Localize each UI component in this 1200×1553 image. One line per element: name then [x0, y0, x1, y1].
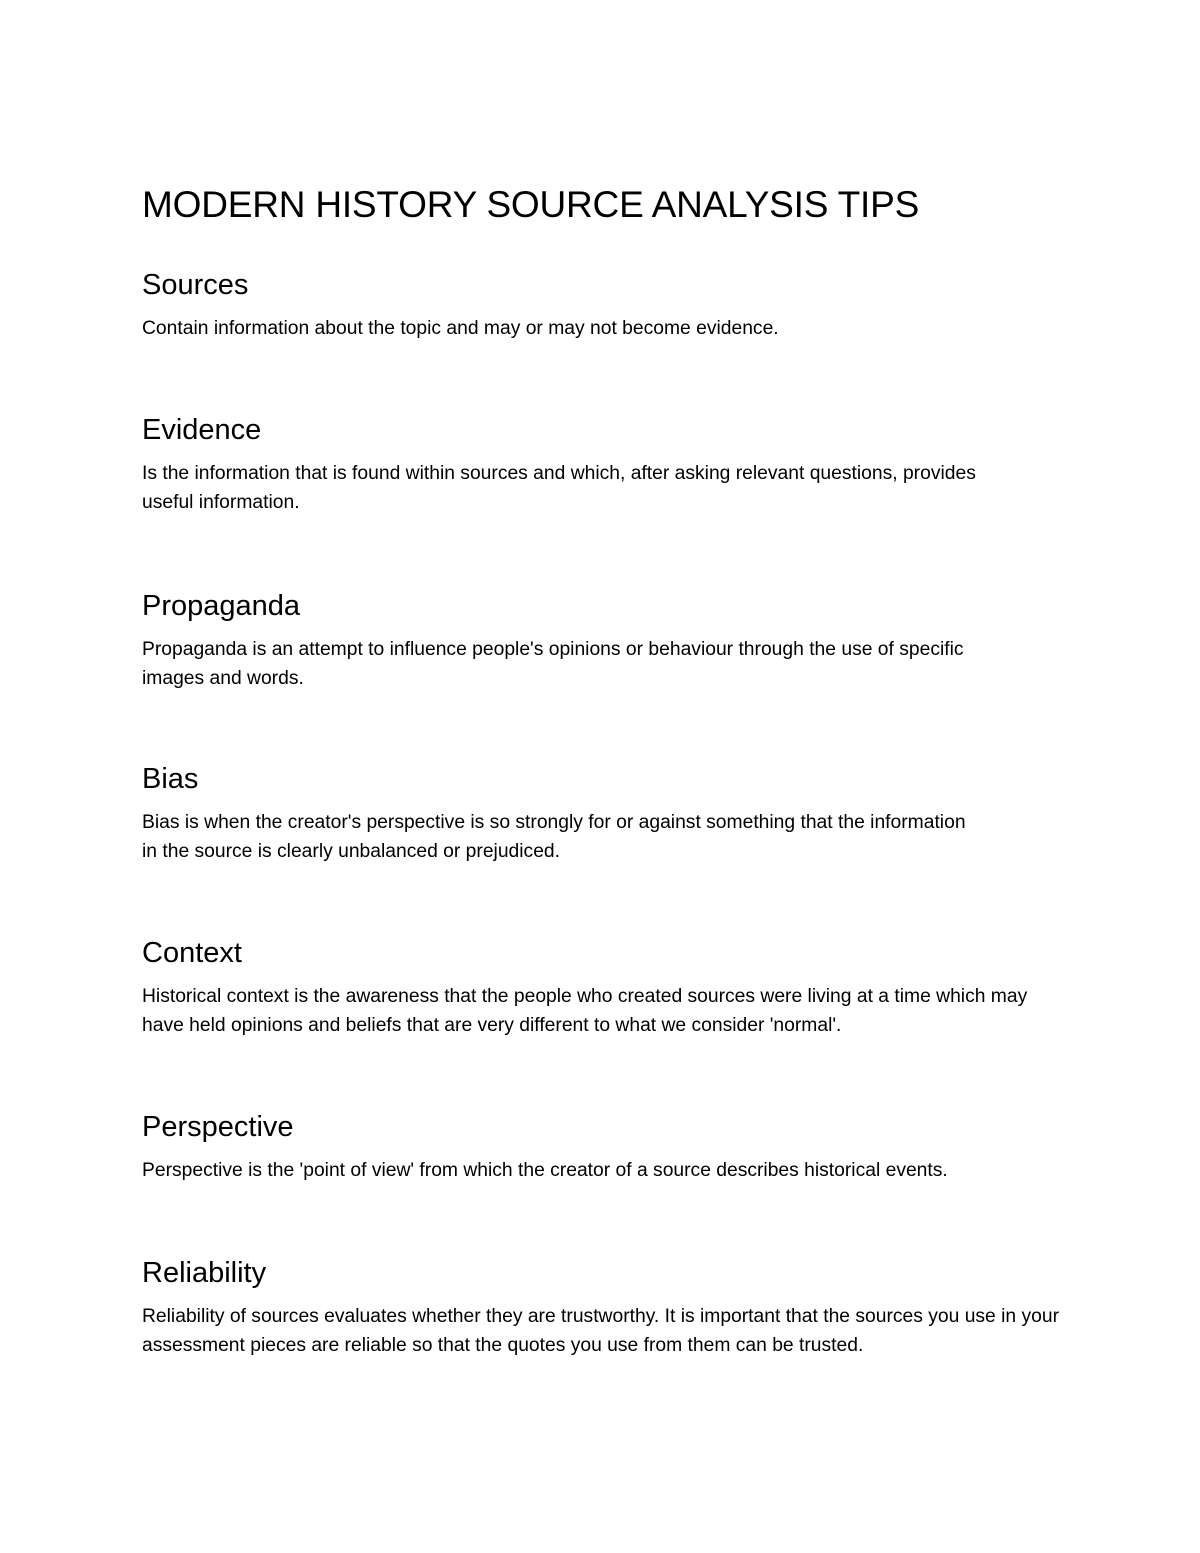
section-body: Bias is when the creator's perspective is so strongly for or against something that the information in the source is clearly unbalanced or prejudiced.: [142, 812, 966, 862]
section-heading: Evidence: [142, 414, 262, 446]
document-title: MODERN HISTORY SOURCE ANALYSIS TIPS: [142, 184, 920, 225]
section-heading: Propaganda: [142, 590, 301, 622]
section-heading: Bias: [142, 763, 199, 795]
section-propaganda: [142, 589, 1082, 693]
section-body: Contain information about the topic and may or may not become evidence.: [142, 318, 779, 339]
section-reliability: [142, 1256, 1082, 1360]
section-perspective: [142, 1110, 1082, 1185]
section-body: Reliability of sources evaluates whether they are trustworthy. It is important that the sources you use in your assessment pieces are reliable so that the quotes you use from them can be trusted.: [142, 1306, 1060, 1356]
section-heading: Context: [142, 937, 242, 969]
section-heading: Perspective: [142, 1111, 294, 1143]
section-body: Perspective is the 'point of view' from which the creator of a source describes historical events.: [142, 1160, 948, 1181]
section-heading: Reliability: [142, 1257, 267, 1289]
section-body: Historical context is the awareness that the people who created sources were living at a time which may have held opinions and beliefs that are very different to what we consider 'normal'.: [142, 986, 1028, 1036]
section-context: [142, 936, 1082, 1040]
section-heading: Sources: [142, 269, 249, 301]
section-evidence: [142, 413, 1082, 517]
section-sources: [142, 268, 1082, 343]
section-body: Is the information that is found within sources and which, after asking relevant questions, provides useful information.: [142, 463, 976, 513]
section-bias: [142, 762, 1082, 866]
section-body: Propaganda is an attempt to influence people's opinions or behaviour through the use of specific images and words.: [142, 639, 964, 689]
